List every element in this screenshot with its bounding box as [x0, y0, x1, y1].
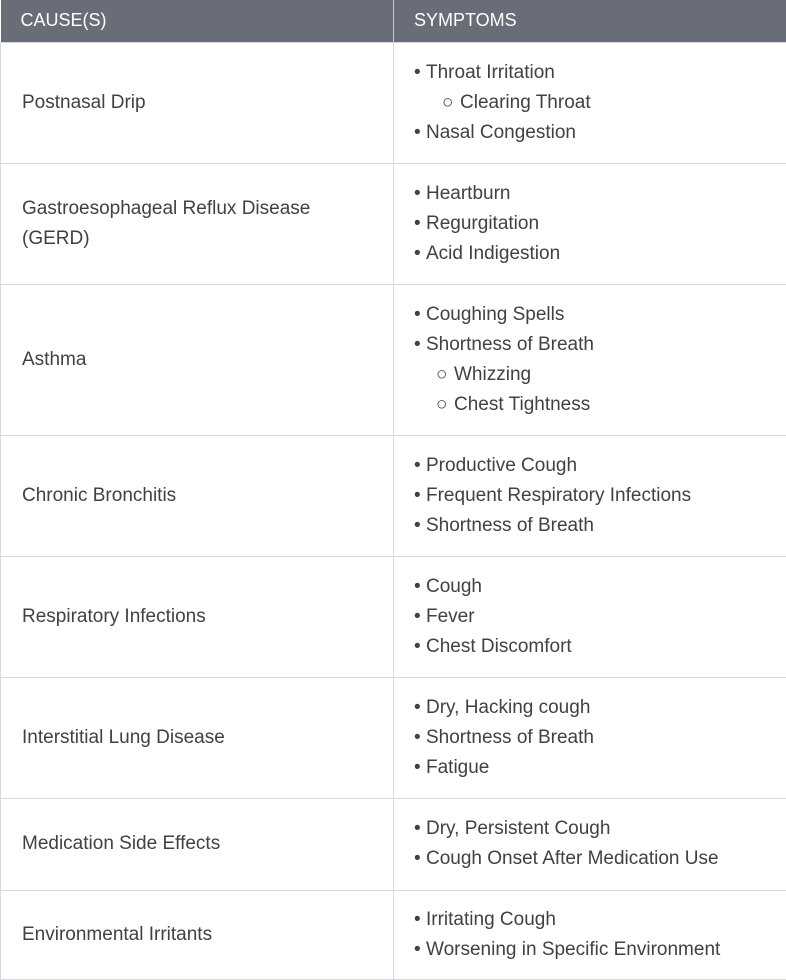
symptom-item: • Worsening in Specific Environment [414, 935, 785, 965]
symptom-item: • Shortness of Breath [414, 723, 785, 753]
bullet-icon: • [414, 848, 421, 869]
hollow-bullet-icon: ○ [436, 393, 448, 415]
symptoms-cell [394, 42, 786, 163]
table-row [1, 890, 786, 979]
bullet-icon: • [414, 575, 421, 597]
table-row [1, 284, 786, 435]
bullet-icon: • [414, 605, 421, 627]
symptoms-cell [394, 284, 786, 435]
sub-symptom-item: ○ Whizzing [436, 360, 785, 390]
symptoms-cell [394, 798, 786, 890]
symptom-item: • Cough Onset After Medication Use [414, 844, 785, 874]
table-row [1, 42, 786, 163]
bullet-icon: • [414, 514, 421, 536]
table-row [1, 435, 786, 556]
symptoms-cell [394, 890, 786, 979]
symptom-item: • Productive Cough [414, 451, 785, 481]
symptom-item: • Acid Indigestion [414, 239, 785, 269]
symptoms-cell [394, 677, 786, 798]
sub-symptom-item: ○ Clearing Throat [442, 88, 785, 118]
bullet-icon: • [414, 756, 421, 778]
cause-cell: Chronic Bronchitis [1, 435, 394, 556]
bullet-icon: • [414, 182, 421, 204]
bullet-icon: • [414, 454, 421, 476]
bullet-icon: • [414, 242, 421, 264]
symptom-item: • Regurgitation [414, 209, 785, 239]
symptom-item: • Fever [414, 602, 785, 632]
symptoms-cell [394, 556, 786, 677]
symptom-item: • Shortness of Breath [414, 511, 785, 541]
symptom-item: • Shortness of Breath ○ Whizzing ○ Chest Tightness [414, 330, 785, 420]
bullet-icon: • [414, 212, 421, 234]
cause-cell: Environmental Irritants [1, 890, 394, 979]
symptom-item: • Heartburn [414, 179, 785, 209]
table-row [1, 798, 786, 890]
symptom-item: • Cough [414, 572, 785, 602]
cause-cell: Asthma [1, 284, 394, 435]
table-row [1, 677, 786, 798]
cause-cell: Medication Side Effects [1, 798, 394, 890]
hollow-bullet-icon: ○ [442, 91, 454, 113]
bullet-icon: • [414, 696, 421, 718]
symptom-item: • Chest Discomfort [414, 632, 785, 662]
symptoms-cell [394, 163, 786, 284]
symptom-item: • Fatigue [414, 753, 785, 783]
cause-cell: Postnasal Drip [1, 42, 394, 163]
header-symptoms: SYMPTOMS [394, 0, 786, 42]
cause-cell: Gastroesophageal Reflux Disease (GERD) [1, 163, 394, 284]
symptom-item: • Irritating Cough [414, 905, 785, 935]
bullet-icon: • [414, 635, 421, 657]
header-cause: CAUSE(S) [1, 0, 394, 42]
bullet-icon: • [414, 121, 421, 143]
bullet-icon: • [414, 333, 421, 355]
bullet-icon: • [414, 938, 421, 960]
symptom-item: • Throat Irritation ○ Clearing Throat [414, 58, 785, 118]
symptom-item: • Frequent Respiratory Infections [414, 481, 785, 511]
cause-cell: Interstitial Lung Disease [1, 677, 394, 798]
symptom-item: • Dry, Hacking cough [414, 693, 785, 723]
bullet-icon: • [414, 61, 421, 83]
bullet-icon: • [414, 908, 421, 930]
symptom-item: • Dry, Persistent Cough [414, 814, 785, 844]
table-row [1, 163, 786, 284]
bullet-icon: • [414, 484, 421, 506]
cause-cell: Respiratory Infections [1, 556, 394, 677]
bullet-icon: • [414, 818, 421, 839]
symptoms-cell [394, 435, 786, 556]
hollow-bullet-icon: ○ [436, 363, 448, 385]
table-header-row [1, 0, 786, 42]
symptom-item: • Coughing Spells [414, 300, 785, 330]
symptom-item: • Nasal Congestion [414, 118, 785, 148]
bullet-icon: • [414, 726, 421, 748]
bullet-icon: • [414, 303, 421, 325]
table-row [1, 556, 786, 677]
sub-symptom-item: ○ Chest Tightness [436, 390, 785, 420]
